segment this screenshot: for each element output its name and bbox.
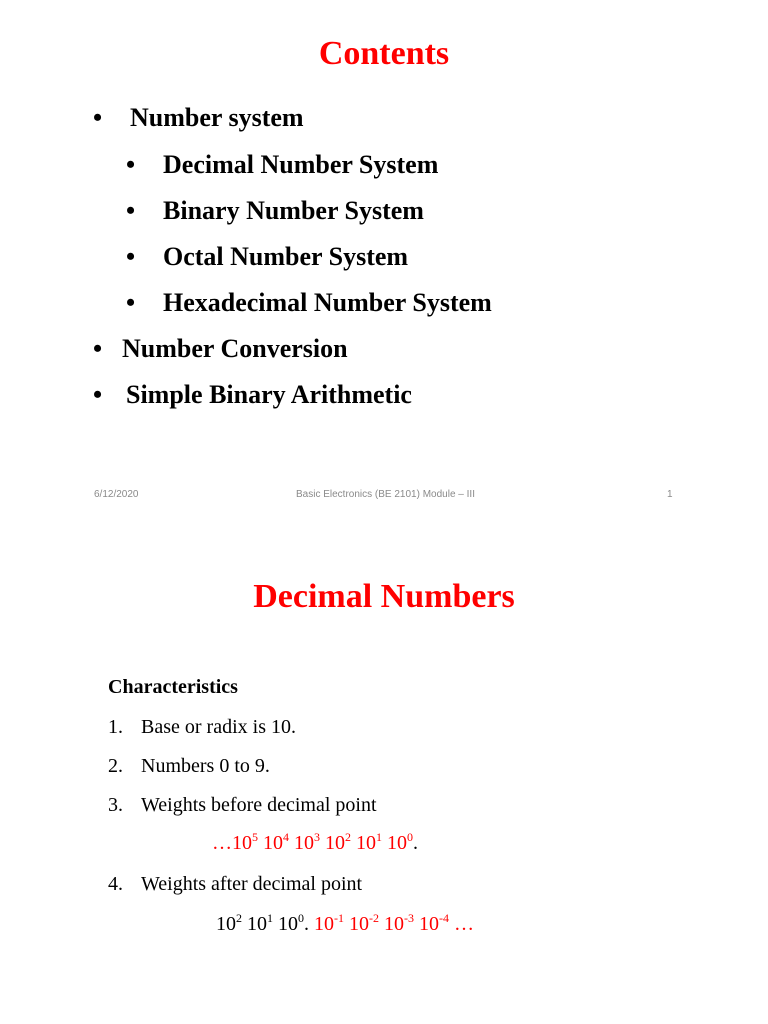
list-item [108, 755, 270, 778]
power-term: $10^{-3}$ [384, 911, 414, 935]
power-term: $10^5$ [232, 830, 258, 854]
list-number: 3. [108, 794, 123, 816]
section-heading: Characteristics [108, 676, 238, 698]
list-number: 4. [108, 873, 123, 895]
bullet-icon: • [93, 380, 103, 409]
bullet-label: Hexadecimal Number System [163, 288, 492, 317]
bullet-item-binary-number-system [126, 196, 424, 226]
bullet-label: Number Conversion [122, 334, 348, 363]
list-item [108, 794, 377, 817]
list-text: Base or radix is 10. [141, 716, 296, 738]
power-term: $10^1$ [356, 830, 382, 854]
bullet-item-simple-binary-arithmetic [93, 380, 412, 410]
power-term: $10^1$ [247, 911, 273, 935]
bullet-icon: • [126, 150, 136, 179]
bullet-item-number-conversion [93, 334, 348, 364]
list-text: Weights before decimal point [141, 794, 377, 816]
bullet-label: Number system [130, 103, 304, 132]
power-term: $10^0$ [278, 911, 304, 935]
bullet-label: Octal Number System [163, 242, 409, 271]
list-item [108, 873, 362, 896]
list-number: 2. [108, 755, 123, 777]
power-term: $10^4$ [263, 830, 289, 854]
list-text: Numbers 0 to 9. [141, 755, 270, 777]
bullet-icon: • [126, 242, 136, 271]
bullet-icon: • [93, 334, 103, 363]
power-term: $10^{-1}$ [314, 911, 344, 935]
footer-page-number: 1 [667, 489, 673, 500]
list-number: 1. [108, 716, 123, 738]
slide-decimal-numbers [0, 512, 768, 1024]
bullet-item-number-system [93, 103, 304, 133]
power-term: $10^2$ [216, 911, 242, 935]
bullet-icon: • [126, 196, 136, 225]
slide-title: Decimal Numbers [253, 578, 515, 615]
list-item [108, 716, 296, 739]
bullet-icon: • [126, 288, 136, 317]
weights-after-decimal [216, 913, 474, 936]
weights-before-decimal [212, 832, 418, 855]
ellipsis: … [454, 913, 474, 935]
power-term: $10^2$ [325, 830, 351, 854]
slide-title: Contents [318, 35, 450, 72]
bullet-item-octal-number-system [126, 242, 408, 272]
bullet-icon: • [93, 103, 103, 132]
bullet-label: Decimal Number System [163, 150, 439, 179]
power-term: $10^{-4}$ [419, 911, 449, 935]
bullet-item-decimal-number-system [126, 150, 438, 180]
decimal-point: . [413, 832, 418, 854]
power-term: $10^3$ [294, 830, 320, 854]
footer-course: Basic Electronics (BE 2101) Module – III [296, 489, 475, 500]
bullet-item-hexadecimal-number-system [126, 288, 492, 318]
footer-date: 6/12/2020 [94, 489, 139, 500]
list-text: Weights after decimal point [141, 873, 363, 895]
power-term: $10^0$ [387, 830, 413, 854]
bullet-label: Binary Number System [163, 196, 424, 225]
power-term: $10^{-2}$ [349, 911, 379, 935]
bullet-label: Simple Binary Arithmetic [126, 380, 412, 409]
decimal-point: . [304, 913, 309, 935]
ellipsis: … [212, 832, 232, 854]
